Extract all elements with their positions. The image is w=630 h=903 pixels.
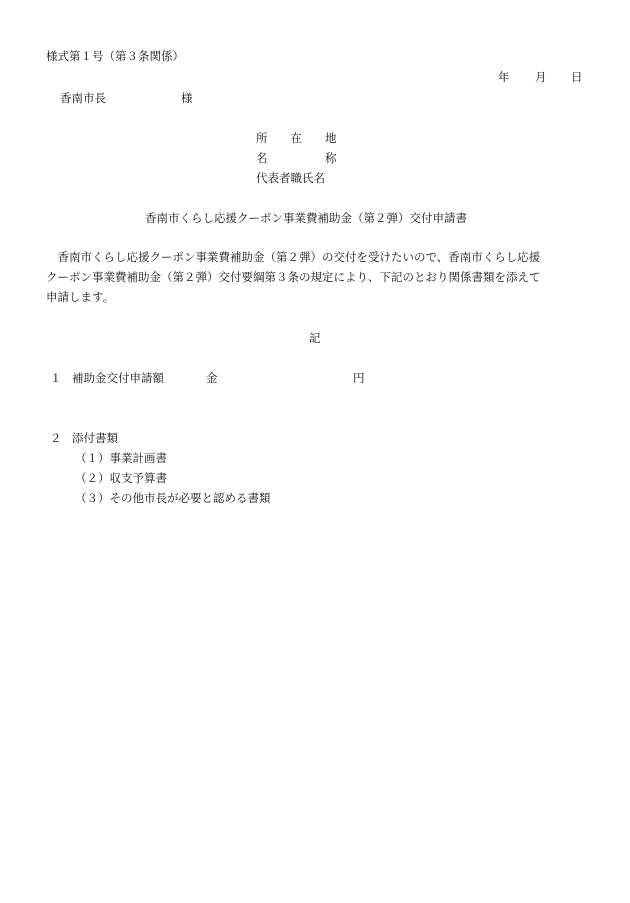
attachment-item: （２）収支予算書 xyxy=(75,471,167,485)
date-day-label: 日 xyxy=(571,70,583,84)
applicant-name-label: 名 称 xyxy=(256,151,337,165)
attachment-item: （１）事業計画書 xyxy=(75,451,167,465)
item1-number: １ xyxy=(50,371,62,385)
date-month-label: 月 xyxy=(535,70,547,84)
form-label: 様式第１号（第３条関係） xyxy=(46,49,184,63)
applicant-representative-label: 代表者職氏名 xyxy=(256,171,325,185)
document-title: 香南市くらし応援クーポン事業費補助金（第２弾）交付申請書 xyxy=(145,211,467,225)
body-line-3: 申請します。 xyxy=(46,290,115,304)
item1-yen: 円 xyxy=(353,371,365,385)
body-line-2: クーポン事業費補助金（第２弾）交付要綱第３条の規定により、下記のとおり関係書類を添えて xyxy=(46,270,541,284)
date-year-label: 年 xyxy=(498,70,510,84)
ki-heading: 記 xyxy=(309,331,321,345)
item2-number: ２ xyxy=(50,431,62,445)
body-line-1: 香南市くらし応援クーポン事業費補助金（第２弾）の交付を受けたいので、香南市くらし応援 xyxy=(46,250,541,264)
applicant-address-label: 所 在 地 xyxy=(256,131,337,145)
addressee-name: 香南市長 xyxy=(60,91,106,105)
attachment-item: （３）その他市長が必要と認める書類 xyxy=(75,491,271,505)
item2-label: 添付書類 xyxy=(72,431,118,445)
addressee-honorific: 様 xyxy=(181,91,193,105)
item1-kin: 金 xyxy=(206,371,218,385)
item1-label: 補助金交付申請額 xyxy=(72,371,164,385)
